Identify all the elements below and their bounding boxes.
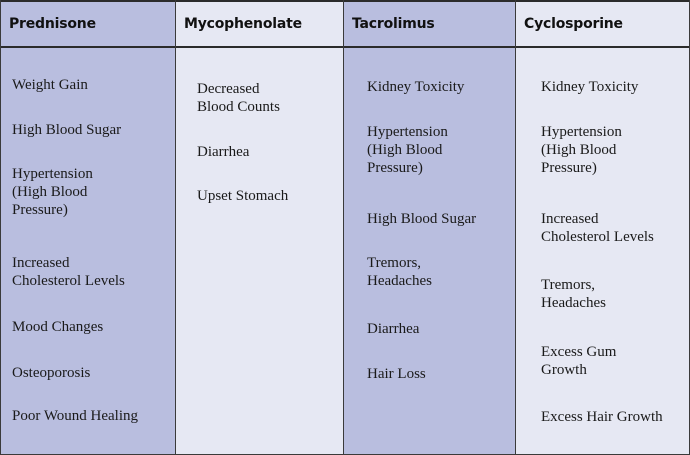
- cyclosporine-side-effect: Hypertension (High Blood Pressure): [541, 124, 622, 176]
- header-mycophenolate: Mycophenolate: [176, 2, 343, 46]
- cyclosporine-side-effect: Increased Cholesterol Levels: [541, 211, 654, 245]
- prednisone-side-effect: Hypertension (High Blood Pressure): [12, 166, 93, 218]
- prednisone-side-effect: Poor Wound Healing: [12, 408, 139, 424]
- column-divider: [175, 0, 176, 454]
- tacrolimus-side-effect: Diarrhea: [367, 321, 420, 337]
- table-header-row: [1, 0, 689, 48]
- column-divider: [343, 0, 344, 454]
- column-tacrolimus-bg: [344, 48, 515, 454]
- column-prednisone-bg: [1, 48, 175, 454]
- mycophenolate-side-effect: Upset Stomach: [197, 188, 289, 204]
- cyclosporine-side-effect: Kidney Toxicity: [541, 79, 639, 95]
- tacrolimus-side-effect: Tremors, Headaches: [367, 255, 432, 289]
- header-cyclosporine: Cyclosporine: [516, 2, 689, 46]
- mycophenolate-side-effect: Diarrhea: [197, 144, 250, 160]
- header-tacrolimus: Tacrolimus: [344, 2, 515, 46]
- tacrolimus-side-effect: High Blood Sugar: [367, 211, 477, 227]
- cyclosporine-side-effect: Tremors, Headaches: [541, 277, 606, 311]
- column-cyclosporine-bg: [516, 48, 689, 454]
- cyclosporine-side-effect: Excess Gum Growth: [541, 344, 617, 378]
- prednisone-side-effect: High Blood Sugar: [12, 122, 122, 138]
- cyclosporine-side-effect: Excess Hair Growth: [541, 409, 663, 425]
- prednisone-side-effect: Mood Changes: [12, 319, 104, 335]
- tacrolimus-side-effect: Kidney Toxicity: [367, 79, 465, 95]
- prednisone-side-effect: Increased Cholesterol Levels: [12, 255, 125, 289]
- prednisone-side-effect: Weight Gain: [12, 77, 88, 93]
- prednisone-side-effect: Osteoporosis: [12, 365, 91, 381]
- tacrolimus-side-effect: Hair Loss: [367, 366, 426, 382]
- column-divider: [515, 0, 516, 454]
- mycophenolate-side-effect: Decreased Blood Counts: [197, 81, 280, 115]
- header-prednisone: Prednisone: [1, 2, 175, 46]
- tacrolimus-side-effect: Hypertension (High Blood Pressure): [367, 124, 448, 176]
